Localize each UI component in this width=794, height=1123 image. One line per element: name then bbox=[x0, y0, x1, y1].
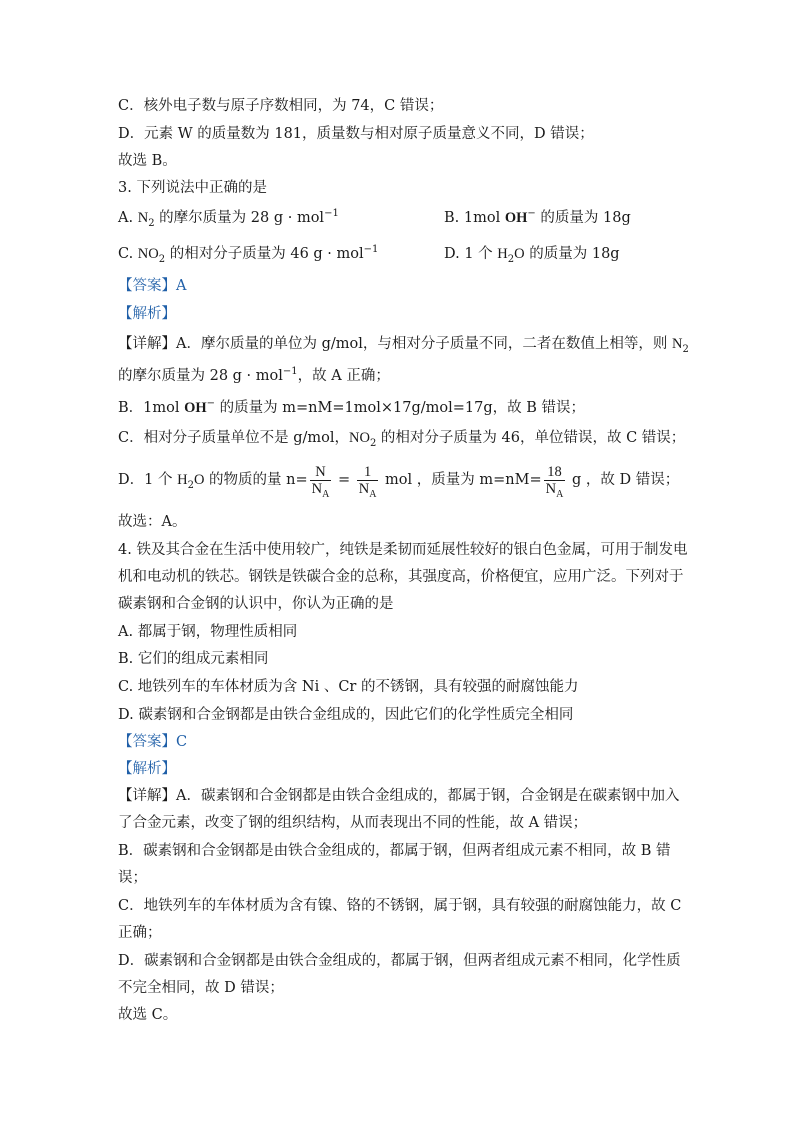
option-b-superscript: − bbox=[527, 208, 536, 220]
question-3-detail-line-5 bbox=[118, 462, 679, 498]
option-c-prefix: C. bbox=[118, 246, 138, 262]
detail-1-subscript: 2 bbox=[682, 343, 689, 355]
fraction-2-den-n: N bbox=[358, 480, 370, 497]
question-4-detail-line-5: C．地铁列车的车体材质为含有镍、铬的不锈钢，属于钢，具有较强的耐腐蚀能力，故 C bbox=[118, 898, 682, 914]
question-4-detail-line-1: 【详解】A．碳素钢和合金钢都是由铁合金组成的，都属于钢，合金钢是在碳素钢中加入 bbox=[118, 788, 680, 804]
detail-2-tail: ，故 A 正确； bbox=[297, 368, 390, 384]
question-3-detail-line-3 bbox=[118, 398, 585, 418]
question-4-answer: 【答案】C bbox=[118, 734, 188, 750]
question-4-option-b: B. 它们的组成元素相同 bbox=[118, 651, 269, 667]
fraction-1-den-n: N bbox=[311, 480, 323, 497]
detail-1-text: 【详解】A．摩尔质量的单位为 g/mol，与相对分子质量不同，二者在数值上相等，则 bbox=[118, 336, 672, 352]
option-a-formula: N bbox=[137, 210, 149, 226]
option-d-formula: H bbox=[497, 246, 508, 262]
detail-4-subscript: 2 bbox=[369, 437, 377, 449]
detail-5-subscript: 2 bbox=[187, 479, 194, 491]
question-4-stem-line-1: 4. 铁及其合金在生活中使用较广，纯铁是柔韧而延展性较好的银白色金属，可用于制发电 bbox=[118, 542, 688, 558]
question-4-detail-line-6: 正确； bbox=[118, 925, 162, 941]
question-4-analysis-label: 【解析】 bbox=[118, 761, 176, 777]
option-a-superscript: −1 bbox=[324, 208, 339, 220]
option-c-superscript: −1 bbox=[363, 244, 379, 256]
detail-5-text: D．1 个 bbox=[118, 472, 178, 488]
detail-3-formula: OH bbox=[184, 400, 207, 416]
option-b-prefix: B. 1mol bbox=[444, 210, 505, 226]
question-4-detail-line-2: 了合金元素，改变了钢的组织结构，从而表现出不同的性能，故 A 错误； bbox=[118, 815, 588, 831]
prev-choice: 故选 B。 bbox=[118, 153, 177, 169]
fraction-1-den-sub: A bbox=[322, 488, 330, 500]
detail-2-superscript: −1 bbox=[282, 366, 298, 378]
fraction-2-numerator: 1 bbox=[357, 464, 379, 481]
option-d-subscript: 2 bbox=[507, 253, 515, 265]
fraction-1-over-na bbox=[357, 463, 379, 500]
fraction-3-den-sub: A bbox=[556, 488, 564, 500]
fraction-1-denominator bbox=[310, 480, 332, 500]
detail-4-tail: 的相对分子质量为 46，单位错误，故 C 错误； bbox=[376, 430, 686, 446]
question-3-option-d bbox=[444, 244, 620, 264]
option-c-subscript: 2 bbox=[158, 253, 166, 265]
equals-sign: = bbox=[333, 472, 355, 488]
question-3-option-a bbox=[118, 208, 339, 228]
prev-explanation-c: C．核外电子数与原子序数相同，为 74，C 错误； bbox=[118, 98, 444, 114]
question-3-option-c bbox=[118, 244, 378, 264]
fraction-3-den-n: N bbox=[545, 480, 557, 497]
option-a-prefix: A. bbox=[118, 210, 138, 226]
question-3-detail-line-1 bbox=[118, 334, 689, 354]
detail-4-formula: NO bbox=[349, 430, 370, 446]
fraction-2-den-sub: A bbox=[369, 488, 377, 500]
option-d-text: 的质量为 18g bbox=[524, 246, 620, 262]
question-4-stem-line-3: 碳素钢和合金钢的认识中，你认为正确的是 bbox=[118, 596, 394, 612]
detail-5-mass-text: mol ，质量为 m=nM= bbox=[380, 472, 542, 488]
detail-5-mid: 的物质的量 n= bbox=[204, 472, 308, 488]
option-c-text: 的相对分子质量为 46 g · mol bbox=[165, 246, 364, 262]
question-4-option-a: A. 都属于钢，物理性质相同 bbox=[118, 624, 298, 640]
option-c-formula: NO bbox=[137, 246, 159, 262]
option-d-formula-o: O bbox=[514, 246, 525, 262]
option-b-formula: OH bbox=[504, 210, 528, 226]
detail-5-formula: H bbox=[177, 472, 188, 488]
question-4-stem-line-2: 机和电动机的铁芯。钢铁是铁碳合金的总称，其强度高，价格便宜，应用广泛。下列对于 bbox=[118, 569, 684, 585]
fraction-1-numerator: N bbox=[310, 464, 332, 481]
detail-5-formula-o: O bbox=[193, 472, 205, 488]
question-4-detail-line-7: D．碳素钢和合金钢都是由铁合金组成的，都属于钢，但两者组成元素不相同，化学性质 bbox=[118, 953, 681, 969]
question-4-detail-line-8: 不完全相同，故 D 错误； bbox=[118, 980, 284, 996]
question-3-choice: 故选：A。 bbox=[118, 514, 187, 530]
question-4-option-c: C. 地铁列车的车体材质为含 Ni 、Cr 的不锈钢，具有较强的耐腐蚀能力 bbox=[118, 679, 579, 695]
question-3-answer: 【答案】A bbox=[118, 278, 187, 294]
question-3-analysis-label: 【解析】 bbox=[118, 306, 176, 322]
question-3-detail-line-2 bbox=[118, 366, 390, 386]
prev-explanation-d: D．元素 W 的质量数为 181，质量数与相对原子质量意义不同，D 错误； bbox=[118, 126, 594, 142]
question-3-stem: 3. 下列说法中正确的是 bbox=[118, 180, 267, 196]
question-3-detail-line-4 bbox=[118, 428, 685, 448]
fraction-2-denominator bbox=[357, 480, 379, 500]
question-4-choice: 故选 C。 bbox=[118, 1007, 178, 1023]
detail-1-formula: N bbox=[671, 336, 683, 352]
option-b-text: 的质量为 18g bbox=[535, 210, 631, 226]
detail-3-text: B．1mol bbox=[118, 400, 185, 416]
detail-3-tail: 的质量为 m=nM=1mol×17g/mol=17g，故 B 错误； bbox=[215, 400, 585, 416]
fraction-3-numerator: 18 bbox=[544, 464, 566, 481]
fraction-3-denominator bbox=[544, 480, 566, 500]
option-a-text: 的摩尔质量为 28 g · mol bbox=[154, 210, 325, 226]
fraction-n-over-na bbox=[310, 463, 332, 500]
detail-5-tail: g ，故 D 错误； bbox=[567, 472, 680, 488]
fraction-18-over-na bbox=[544, 463, 566, 500]
question-3-option-b bbox=[444, 208, 631, 228]
question-4-detail-line-3: B．碳素钢和合金钢都是由铁合金组成的，都属于钢，但两者组成元素不相同，故 B 错 bbox=[118, 843, 671, 859]
detail-4-text: C．相对分子质量单位不是 g/mol， bbox=[118, 430, 349, 446]
question-4-option-d: D. 碳素钢和合金钢都是由铁合金组成的，因此它们的化学性质完全相同 bbox=[118, 707, 574, 723]
question-4-detail-line-4: 误； bbox=[118, 870, 147, 886]
option-a-subscript: 2 bbox=[148, 217, 155, 229]
option-d-prefix: D. 1 个 bbox=[444, 246, 498, 262]
detail-3-superscript: − bbox=[206, 398, 216, 410]
detail-2-text: 的摩尔质量为 28 g · mol bbox=[118, 368, 283, 384]
